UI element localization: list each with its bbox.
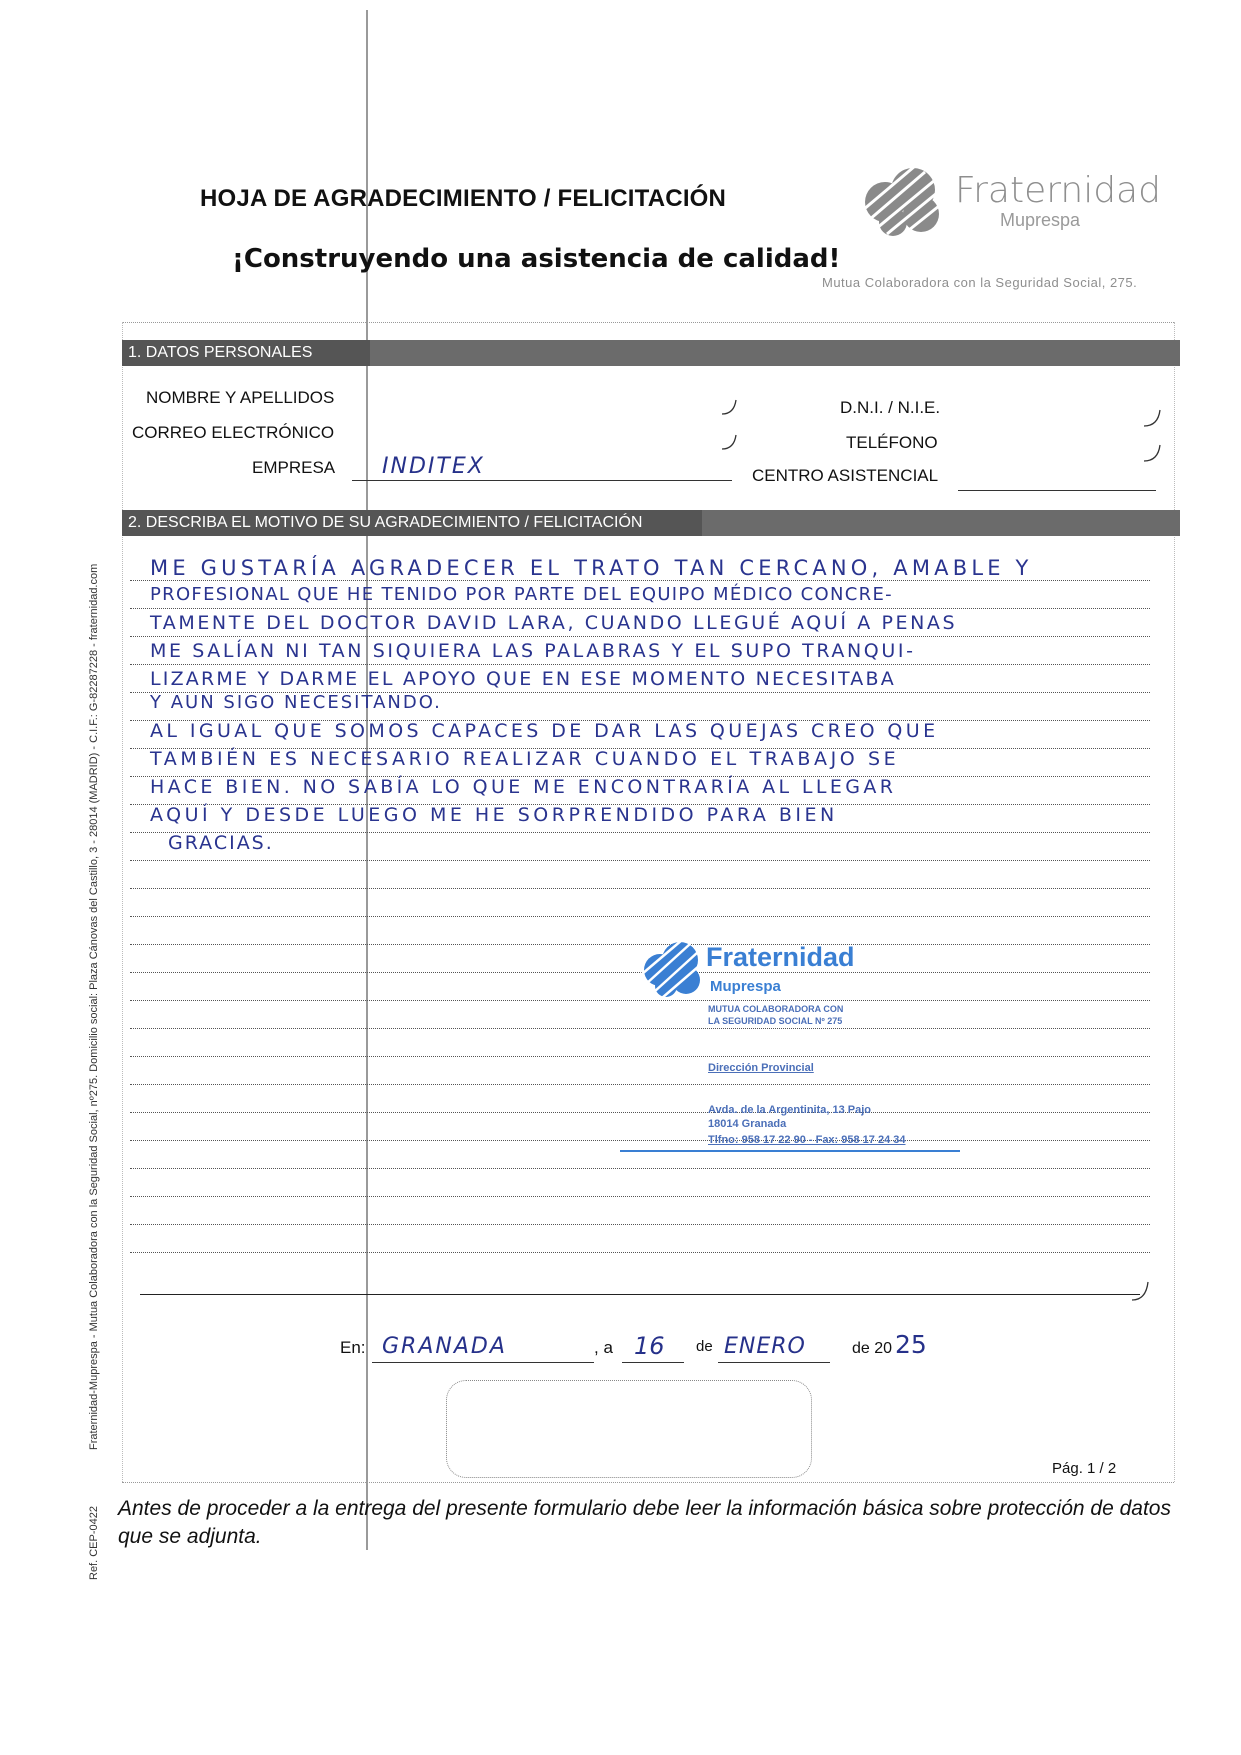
message-end-line — [140, 1294, 1140, 1295]
center-label: CENTRO ASISTENCIAL — [752, 466, 939, 485]
handwritten-line: TAMENTE DEL DOCTOR DAVID LARA, CUANDO LLEGUÉ AQUÍ A PENAS — [150, 612, 958, 634]
brand-name: Fraternidad — [955, 170, 1161, 211]
writing-line — [130, 1224, 1150, 1225]
section-1-title: 1. DATOS PERSONALES — [128, 344, 313, 361]
form-title: HOJA DE AGRADECIMIENTO / FELICITACIÓN — [200, 185, 727, 212]
handwritten-line: AL IGUAL QUE SOMOS CAPACES DE DAR LAS QUEJAS CREO QUE — [150, 720, 939, 742]
stamp-address-3: Tlfno: 958 17 22 90 - Fax: 958 17 24 34 — [708, 1134, 906, 1146]
stamp-address-2: 18014 Granada — [708, 1118, 787, 1130]
name-label: NOMBRE Y APELLIDOS — [146, 388, 335, 407]
stamp-logo-icon — [636, 938, 708, 1000]
dni-label: D.N.I. / N.I.E. — [840, 398, 941, 417]
writing-line — [130, 580, 1150, 581]
form-frame-right — [1174, 322, 1175, 1482]
writing-line — [130, 608, 1150, 609]
writing-line — [130, 1000, 1150, 1001]
phone-label: TELÉFONO — [846, 433, 938, 452]
section-2-header — [122, 510, 1180, 536]
writing-line — [130, 1196, 1150, 1197]
side-legal-text: Fraternidad-Muprespa - Mutua Colaboradora con la Seguridad Social, nº275. Domicilio social: Plaza Cánovas del Castillo, 3 - 28014 (MADRID) - C.I.F.: G-82287228 - fraternidad.com — [88, 563, 100, 1450]
data-protection-note: Antes de proceder a la entrega del presente formulario debe leer la información básica sobre protección de datos que se adjunta. — [118, 1497, 1171, 1548]
stamp-line-1: MUTUA COLABORADORA CON — [708, 1004, 844, 1014]
month-prefix-label: de — [696, 1338, 713, 1355]
place-field[interactable] — [372, 1334, 594, 1363]
form-frame-bottom — [122, 1482, 1174, 1483]
form-frame-left — [122, 322, 123, 1482]
writing-line — [130, 1112, 1150, 1113]
handwritten-line: TAMBIÉN ES NECESARIO REALIZAR CUANDO EL TRABAJO SE — [150, 748, 900, 770]
writing-line — [130, 832, 1150, 833]
year-prefix-label: de 20 — [852, 1340, 893, 1357]
month-field[interactable] — [718, 1334, 830, 1363]
writing-line — [130, 1056, 1150, 1057]
company-label: EMPRESA — [252, 458, 336, 477]
stamp-underline — [620, 1150, 960, 1152]
handwritten-line: GRACIAS. — [168, 832, 274, 854]
handwritten-line: AQUÍ Y DESDE LUEGO ME HE SORPRENDIDO PARA BIEN — [150, 804, 838, 826]
handwritten-line: HACE BIEN. NO SABÍA LO QUE ME ENCONTRARÍA AL LLEGAR — [150, 776, 897, 798]
month-value: ENERO — [724, 1334, 806, 1359]
place-label: En: — [340, 1338, 366, 1357]
center-field[interactable] — [958, 490, 1156, 491]
day-prefix-label: , a — [594, 1338, 613, 1357]
brand-subname: Muprespa — [1000, 210, 1081, 230]
handwritten-line: LIZARME Y DARME EL APOYO QUE EN ESE MOMENTO NECESITABA — [150, 668, 896, 690]
form-subtitle: ¡Construyendo una asistencia de calidad! — [232, 244, 841, 274]
handwritten-line: ME SALÍAN NI TAN SIQUIERA LAS PALABRAS Y EL SUPO TRANQUI- — [150, 640, 916, 662]
email-label: CORREO ELECTRÓNICO — [132, 423, 335, 442]
stamp-subname: Muprespa — [710, 978, 781, 995]
form-frame-top — [122, 322, 1174, 323]
brand-logo-icon — [855, 162, 951, 238]
place-value: GRANADA — [382, 1334, 507, 1359]
writing-line — [130, 1140, 1150, 1141]
writing-line — [130, 1028, 1150, 1029]
section-2-title: 2. DESCRIBA EL MOTIVO DE SU AGRADECIMIENTO / FELICITACIÓN — [128, 514, 643, 531]
reference-code: Ref. CEP-0422 — [88, 1506, 100, 1580]
dni-field-corner-icon — [1142, 408, 1162, 428]
writing-line — [130, 860, 1150, 861]
writing-line — [130, 888, 1150, 889]
section-1-header — [122, 340, 1180, 366]
phone-field-corner-icon — [1142, 443, 1162, 463]
email-field-corner-icon — [720, 433, 740, 451]
writing-line — [130, 916, 1150, 917]
writing-line — [130, 1084, 1150, 1085]
day-field[interactable] — [622, 1332, 684, 1363]
handwritten-line: PROFESIONAL QUE HE TENIDO POR PARTE DEL EQUIPO MÉDICO CONCRE- — [150, 584, 893, 605]
handwritten-line: ME GUSTARÍA AGRADECER EL TRATO TAN CERCANO, AMABLE Y — [150, 556, 1033, 580]
company-field[interactable] — [352, 454, 732, 481]
stamp-name: Fraternidad — [706, 942, 855, 972]
writing-line — [130, 636, 1150, 637]
company-value: INDITEX — [382, 454, 485, 479]
signature-box[interactable] — [446, 1380, 812, 1478]
year-value: 25 — [895, 1330, 927, 1359]
message-corner-icon — [1130, 1280, 1150, 1302]
writing-line — [130, 664, 1150, 665]
stamp-line-2: LA SEGURIDAD SOCIAL Nº 275 — [708, 1016, 843, 1026]
day-value: 16 — [634, 1332, 665, 1360]
page-number: Pág. 1 / 2 — [1052, 1460, 1117, 1477]
stamp-office: Dirección Provincial — [708, 1062, 814, 1074]
handwritten-line: Y AUN SIGO NECESITANDO. — [150, 692, 442, 713]
brand-tagline: Mutua Colaboradora con la Seguridad Social, 275. — [822, 275, 1138, 290]
writing-line — [130, 1168, 1150, 1169]
stamp-address-1: Avda. de la Argentinita, 13 Pajo — [708, 1104, 872, 1116]
name-field-corner-icon — [720, 398, 740, 416]
writing-line — [130, 1252, 1150, 1253]
